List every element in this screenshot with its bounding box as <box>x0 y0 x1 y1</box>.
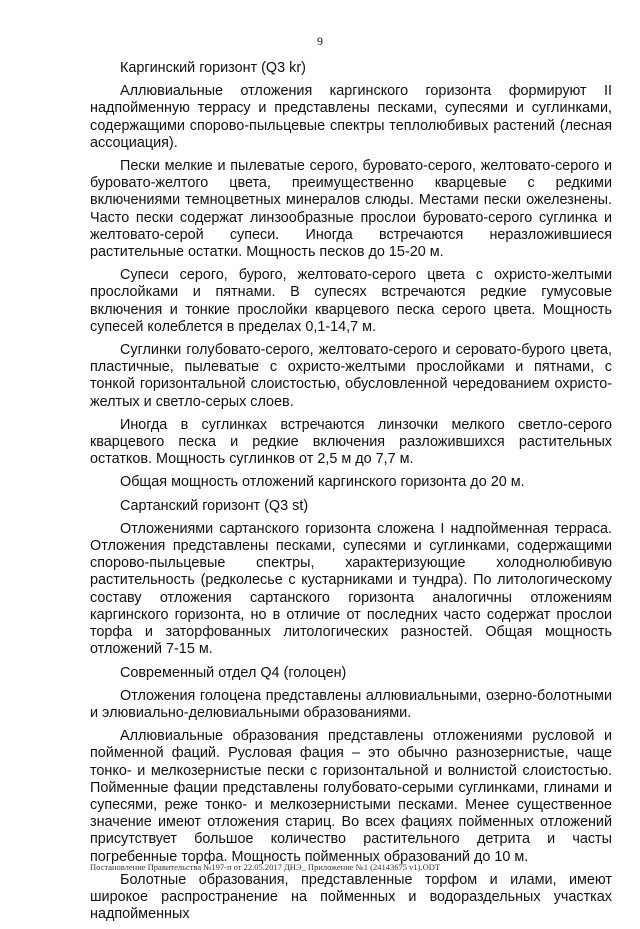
heading-holocene: Современный отдел Q4 (голоцен) <box>120 664 347 681</box>
paragraph-alluvial-formations: Аллювиальные образования представлены отложениями русловой и пойменной фаций. Русловая фация – это обычно разнозернистые, чаще тонко- и мелкозернистые пески с горизонтальной и волнистой слоистостью. Пойменные фации представлены голубовато-серыми суглинками, глинами и супесями, реже тонко- и мелкозернистыми песками. Менее существенное значение имеют отложения стариц. Во всех фациях пойменных отложений присутствует большое количество растительного детрита и часты погребенные торфа. Мощность пойменных образований до 10 м. <box>90 728 612 865</box>
paragraph-sands: Пески мелкие и пылеватые серого, буровато-серого, желтовато-серого и буровато-желтого цвета, преимущественно кварцевые с редкими включениями темноцветных минералов слюды. Местами пески ожелезнены. Часто пески содержат линзообразные прослои буровато-серого суглинка и желтовато-серой супеси. Иногда встречаются неразложившиеся растительные остатки. Мощность песков до 15-20 м. <box>90 158 612 261</box>
page-number: 9 <box>317 34 323 48</box>
paragraph-sartan: Отложениями сартанского горизонта сложена I надпойменная терраса. Отложения представлены песками, супесями и суглинками, содержащими спорово-пыльцевые спектры, характеризующие холоднолюбивую растительность (редколесье с кустарниками и тундра). По литологическому составу отложения сартанского горизонта аналогичны отложениям каргинского горизонта, но в отличие от последних часто содержат прослои торфа и заторфованных литологических разностей. Общая мощность отложений 7-15 м. <box>90 520 612 658</box>
heading-kargin-horizon: Каргинский горизонт (Q3 kr) <box>120 60 306 76</box>
paragraph-kargin-total-thickness: Общая мощность отложений каргинского горизонта до 20 м. <box>120 474 525 491</box>
heading-sartan-horizon: Сартанский горизонт (Q3 st) <box>120 497 309 514</box>
paragraph-alluvial-kargin: Аллювиальные отложения каргинского горизонта формируют II надпойменную террасу и представлены песками, супесями и суглинками, содержащими спорово-пыльцевые спектры теплолюбивых растений (лесная ассоциация). <box>90 83 612 151</box>
paragraph-loams: Суглинки голубовато-серого, желтовато-серого и серовато-бурого цвета, пластичные, пылеватые с охристо-желтыми прослойками и пятнами, с тонкой горизонтальной слоистостью, обусловленной чередованием охристо-желтых и светло-серых слоев. <box>90 342 612 410</box>
paragraph-bog-formations: Болотные образования, представленные торфом и илами, имеют широкое распространение на пойменных и водораздельных участках надпойменных <box>90 871 612 923</box>
paragraph-holocene-deposits: Отложения голоцена представлены аллювиальными, озерно-болотными и элювиально-делювиальными образованиями. <box>90 687 612 721</box>
document-footer: Постановление Правительства №197-п от 22.05.2017 ДНЭ_ Приложение №1 (24143675 v1).ODT <box>90 862 441 872</box>
paragraph-sandy-loams: Супеси серого, бурого, желтовато-серого цвета с охристо-желтыми прослойками и пятнами. В супесях встречаются редкие гумусовые включения и тонкие прослойки кварцевого песка серого цвета. Мощность супесей колеблется в пределах 0,1-14,7 м. <box>90 267 612 335</box>
document-body <box>90 60 612 929</box>
paragraph-loam-lenses: Иногда в суглинках встречаются линзочки мелкого светло-серого кварцевого песка и редкие включения разложившихся растительных остатков. Мощность суглинков от 2,5 м до 7,7 м. <box>90 416 612 468</box>
